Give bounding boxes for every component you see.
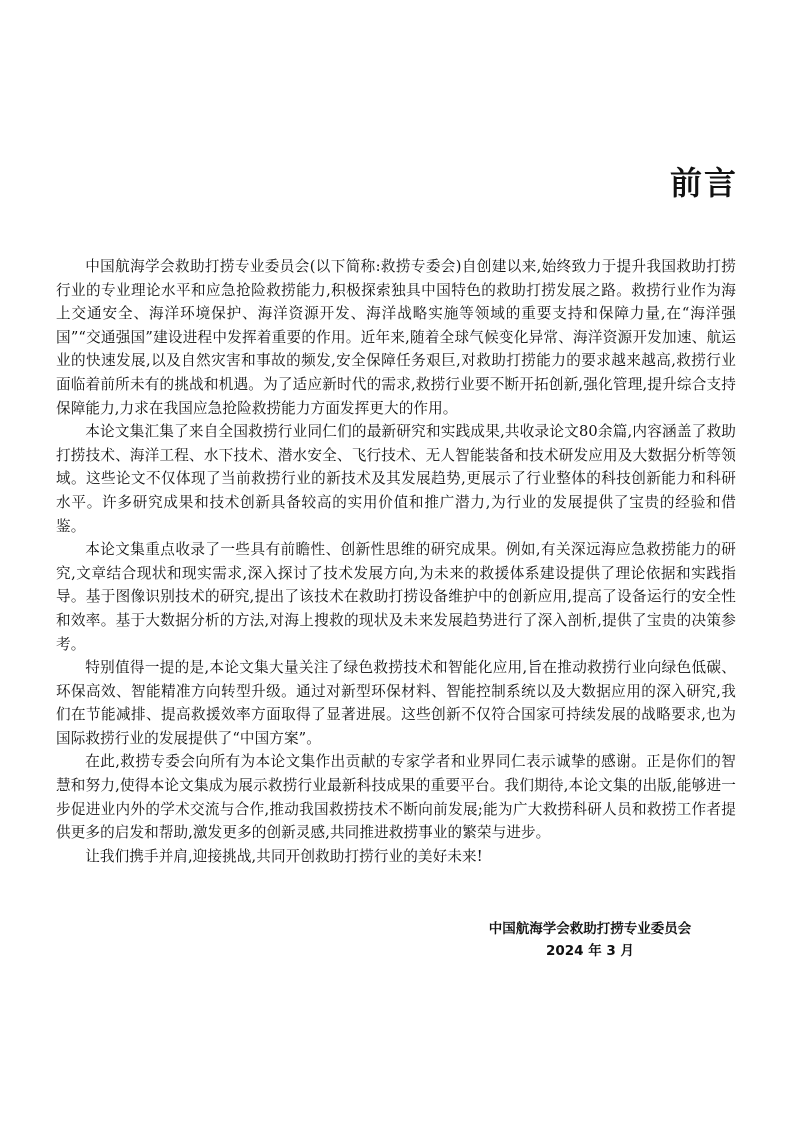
- paragraph-2: 本论文集汇集了来自全国救捞行业同仁们的最新研究和实践成果,共收录论文80余篇,内容涵盖了救助打捞技术、海洋工程、水下技术、潜水安全、飞行技术、无人智能装备和技术研发应用及大数据分析等领域。这些论文不仅体现了当前救捞行业的新技术及其发展趋势,更展示了行业整体的科技创新能力和科研水平。许多研究成果和技术创新具备较高的实用价值和推广潜力,为行业的发展提供了宝贵的经验和借鉴。: [56, 423, 736, 535]
- paragraph-1: 中国航海学会救助打捞专业委员会(以下简称:救捞专委会)自创建以来,始终致力于提升我国救助打捞行业的专业理论水平和应急抢险救捞能力,积极探索独具中国特色的救助打捞发展之路。救捞行业作为海上交通安全、海洋环境保护、海洋资源开发、海洋战略实施等领域的重要支持和保障力量,在“海洋强国”“交通强国”建设进程中发挥着重要的作用。近年来,随着全球气候变化异常、海洋资源开发加速、航运业的快速发展,以及自然灾害和事故的频发,安全保障任务艰巨,对救助打捞能力的要求越来越高,救捞行业面临着前所未有的挑战和机遇。为了适应新时代的需求,救捞行业要不断开拓创新,强化管理,提升综合支持保障能力,力求在我国应急抢险救捞能力方面发挥更大的作用。: [56, 258, 736, 417]
- page-title: 前言: [669, 164, 738, 202]
- paragraph-4: 特别值得一提的是,本论文集大量关注了绿色救捞技术和智能化应用,旨在推动救捞行业向绿色低碳、环保高效、智能精准方向转型升级。通过对新型环保材料、智能控制系统以及大数据应用的深入研究,我们在节能减排、提高救援效率方面取得了显著进展。这些创新不仅符合国家可持续发展的战略要求,也为国际救捞行业的发展提供了“中国方案”。: [56, 659, 736, 747]
- paragraph-6: 让我们携手并肩,迎接挑战,共同开创救助打捞行业的美好未来!: [85, 847, 483, 865]
- signature-block: [450, 918, 730, 962]
- paragraph-3: 本论文集重点收录了一些具有前瞻性、创新性思维的研究成果。例如,有关深远海应急救捞能力的研究,文章结合现状和现实需求,深入探讨了技术发展方向,为未来的救援体系建设提供了理论依据和实践指导。基于图像识别技术的研究,提出了该技术在救助打捞设备维护中的创新应用,提高了设备运行的安全性和效率。基于大数据分析的方法,对海上搜救的现状及未来发展趋势进行了深入剖析,提供了宝贵的决策参考。: [56, 541, 736, 653]
- signature-date: 2024 年 3 月: [545, 943, 635, 959]
- signature-organization: 中国航海学会救助打捞专业委员会: [488, 921, 692, 937]
- preface-body: [56, 255, 736, 868]
- paragraph-5: 在此,救捞专委会向所有为本论文集作出贡献的专家学者和业界同仁表示诚挚的感谢。正是你们的智慧和努力,使得本论文集成为展示救捞行业最新科技成果的重要平台。我们期待,本论文集的出版,能够进一步促进业内外的学术交流与合作,推动我国救捞技术不断向前发展;能为广大救捞科研人员和救捞工作者提供更多的启发和帮助,激发更多的创新灵感,共同推进救捞事业的繁荣与进步。: [56, 753, 736, 842]
